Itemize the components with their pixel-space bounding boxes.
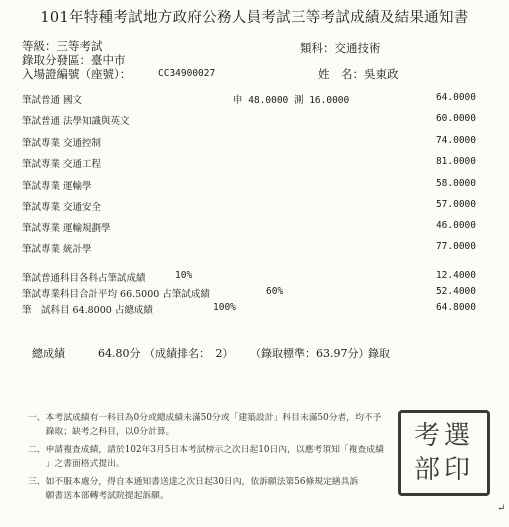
summary-score: 64.8000 — [435, 302, 476, 313]
subject-label: 筆試專業 交通控制 — [22, 138, 102, 149]
subject-score: 60.0000 — [435, 113, 476, 124]
summary-score: 52.4000 — [435, 286, 476, 297]
subject-score: 77.0000 — [435, 241, 476, 252]
subject-label: 筆試專業 統計學 — [22, 244, 92, 255]
note-line: 」之書面格式提出。 — [28, 459, 125, 469]
summary-percent: 100% — [213, 302, 236, 313]
summary-percent: 60% — [266, 286, 284, 297]
candidate-name: 姓 名：吳東政 — [318, 67, 399, 81]
note-line: 錄取；缺考之科目，以0分計算。 — [28, 427, 175, 437]
subject-score: 74.0000 — [435, 135, 476, 146]
page-title: 101年特種考試地方政府公務人員考試三等考試成績及結果通知書 — [40, 10, 469, 26]
subject-score: 81.0000 — [435, 156, 476, 167]
result-label: 錄取 — [368, 347, 390, 360]
admission-number: CC34900027 — [158, 68, 216, 79]
subject-score: 58.0000 — [435, 178, 476, 189]
seal-text: 考選 — [413, 421, 474, 451]
total-rank: （成績排名： 2） — [144, 347, 234, 360]
admission-label: 入場證編號（座號）： — [22, 67, 132, 81]
note-line: 一、本考試成績有一科目為0分或總成績未滿50分或「建築設計」科目未滿50分者，均不予 — [28, 413, 382, 423]
summary-score: 12.4000 — [435, 270, 476, 281]
region: 錄取分發區：臺中市 — [22, 53, 126, 67]
subject-score: 57.0000 — [435, 199, 476, 210]
note-line: 三、如不服本處分，得自本通知書送達之次日起30日內，依訴願法第56條規定繕具訴 — [28, 477, 359, 487]
subject-extra: 申 48.0000 測 16.0000 — [233, 95, 350, 106]
subject-score: 64.0000 — [435, 92, 476, 103]
exam-level: 等級：三等考試 — [22, 39, 103, 53]
seal-text: 部印 — [413, 455, 474, 485]
subject-label: 筆試普通 法學知識與英文 — [22, 116, 130, 127]
total-cutoff: （錄取標準：63.97分） — [250, 347, 370, 360]
subject-score: 46.0000 — [435, 220, 476, 231]
subject-label: 筆試專業 交通工程 — [22, 159, 102, 170]
subject-label: 筆試專業 交通安全 — [22, 202, 102, 213]
note-line: 願書送本部轉考試院提起訴願。 — [28, 491, 169, 501]
summary-percent: 10% — [175, 270, 193, 281]
exam-category: 類科：交通技術 — [300, 41, 381, 55]
subject-label: 筆試專業 運輸規劃學 — [22, 223, 111, 234]
total-label: 總成績 — [32, 347, 65, 360]
note-line: 二、申請複查成績，請於102年3月5日本考試榜示之次日起10日內，以應考須知「複查成績 — [28, 445, 384, 455]
summary-label: 筆試普通科目各科占筆試成績 — [22, 273, 146, 284]
subject-label: 筆試專業 運輸學 — [22, 181, 92, 192]
summary-label: 筆 試科目 64.8000 占總成績 — [22, 305, 153, 316]
subject-label: 筆試普通 國文 — [22, 95, 83, 106]
total-score: 64.80分 — [98, 347, 141, 360]
official-seal — [398, 410, 490, 496]
return-mark-icon: ↵ — [497, 503, 506, 514]
summary-label: 筆試專業科目合計平均 66.5000 占筆試成績 — [22, 289, 210, 300]
